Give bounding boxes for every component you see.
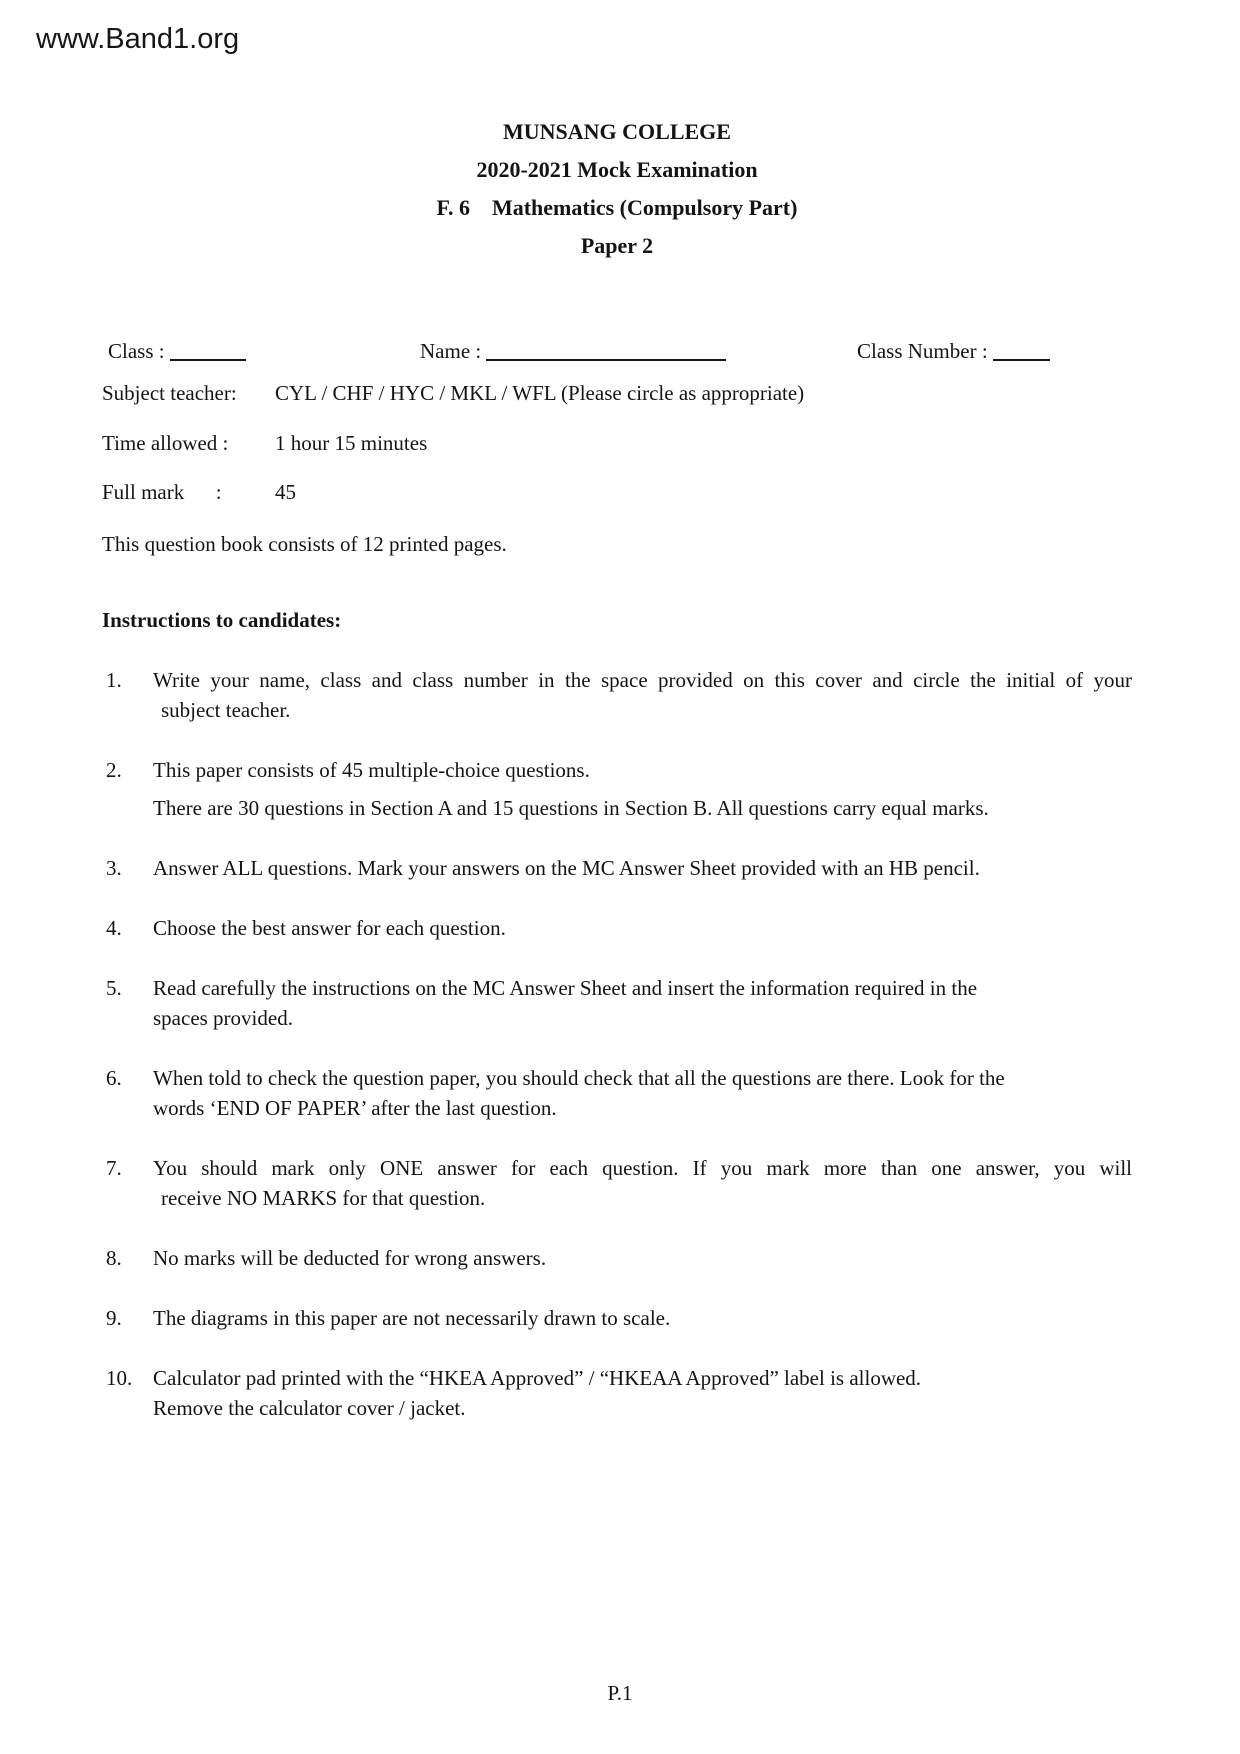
subject-teacher-label: Subject teacher:	[102, 381, 237, 405]
item-text	[153, 853, 1132, 883]
item-line: No marks will be deducted for wrong answers.	[153, 1246, 547, 1270]
item-line: receive NO MARKS for that question.	[161, 1186, 486, 1210]
item-number: 1.	[106, 668, 122, 692]
item-text	[153, 1153, 1132, 1213]
name-label: Name :	[420, 339, 482, 363]
item-text	[153, 665, 1132, 725]
student-info-row	[102, 330, 1132, 363]
page-footer	[0, 1678, 1240, 1708]
item-line: Calculator pad printed with the “HKEA Approved” / “HKEAA Approved” label is allowed.	[153, 1366, 922, 1390]
item-text	[153, 973, 1132, 1033]
item-line: Remove the calculator cover / jacket.	[153, 1396, 466, 1420]
time-allowed-value: 1 hour 15 minutes	[275, 431, 428, 455]
class-number-blank-line	[993, 333, 1050, 361]
item-line: spaces provided.	[153, 1006, 293, 1030]
class-label: Class :	[108, 339, 165, 363]
item-line: This paper consists of 45 multiple-choice questions.	[153, 758, 590, 782]
page-number: P.1	[607, 1681, 633, 1705]
full-mark-label: Full mark :	[102, 480, 222, 504]
item-text	[153, 1243, 1132, 1273]
item-text	[153, 755, 1132, 823]
time-allowed-row	[102, 428, 1132, 458]
time-allowed-label: Time allowed :	[102, 431, 229, 455]
item-line: words ‘END OF PAPER’ after the last question.	[153, 1096, 557, 1120]
item-line: Choose the best answer for each question.	[153, 916, 506, 940]
instruction-item-10	[102, 1363, 1132, 1423]
pages-note: This question book consists of 12 printed pages.	[102, 532, 507, 556]
subject-teacher-value: CYL / CHF / HYC / MKL / WFL (Please circle as appropriate)	[275, 381, 805, 405]
item-line: There are 30 questions in Section A and 15 questions in Section B. All questions carry equal marks.	[153, 796, 989, 820]
name-blank-line	[486, 333, 726, 361]
instruction-item-5	[102, 973, 1132, 1033]
school-name: MUNSANG COLLEGE	[503, 119, 731, 144]
item-line: You should mark only ONE answer for each question. If you mark more than one answer, you will	[153, 1156, 1132, 1180]
full-mark-row	[102, 477, 1132, 507]
instruction-item-6	[102, 1063, 1132, 1123]
class-blank-line	[170, 333, 246, 361]
item-text	[153, 1363, 1132, 1423]
item-number: 4.	[106, 916, 122, 940]
instruction-item-7	[102, 1153, 1132, 1213]
instruction-item-3	[102, 853, 1132, 883]
item-number: 5.	[106, 976, 122, 1000]
item-line: When told to check the question paper, you should check that all the questions are there. Look for the	[153, 1066, 1005, 1090]
item-number: 10.	[106, 1366, 133, 1390]
instruction-item-9	[102, 1303, 1132, 1333]
item-line: Answer ALL questions. Mark your answers on the MC Answer Sheet provided with an HB pencil.	[153, 856, 980, 880]
item-number: 6.	[106, 1066, 122, 1090]
class-field	[108, 330, 246, 366]
watermark: www.Band1.org	[36, 23, 240, 55]
instruction-item-8	[102, 1243, 1132, 1273]
item-text	[153, 913, 1132, 943]
item-line: Read carefully the instructions on the MC Answer Sheet and insert the information required in the	[153, 976, 978, 1000]
item-number: 8.	[106, 1246, 122, 1270]
item-number: 3.	[106, 856, 122, 880]
name-field	[420, 330, 726, 366]
item-line: subject teacher.	[161, 698, 291, 722]
class-number-field	[857, 330, 1050, 366]
page-content	[102, 113, 1132, 1423]
exam-title: 2020-2021 Mock Examination	[476, 157, 758, 182]
item-text	[153, 1063, 1132, 1123]
subject-title: F. 6 Mathematics (Compulsory Part)	[436, 195, 798, 220]
class-number-label: Class Number :	[857, 339, 988, 363]
instruction-item-4	[102, 913, 1132, 943]
title-block	[102, 113, 1132, 265]
instructions-heading: Instructions to candidates:	[102, 608, 342, 632]
item-line: The diagrams in this paper are not necessarily drawn to scale.	[153, 1306, 671, 1330]
item-number: 9.	[106, 1306, 122, 1330]
full-mark-value: 45	[275, 480, 296, 504]
subject-teacher-row	[102, 378, 1132, 408]
item-text	[153, 1303, 1132, 1333]
item-number: 2.	[106, 758, 122, 782]
instruction-item-1	[102, 665, 1132, 725]
paper-number: Paper 2	[580, 233, 654, 258]
instruction-item-2	[102, 755, 1132, 823]
item-number: 7.	[106, 1156, 122, 1180]
item-line: Write your name, class and class number in the space provided on this cover and circle the initial of your	[153, 668, 1132, 692]
